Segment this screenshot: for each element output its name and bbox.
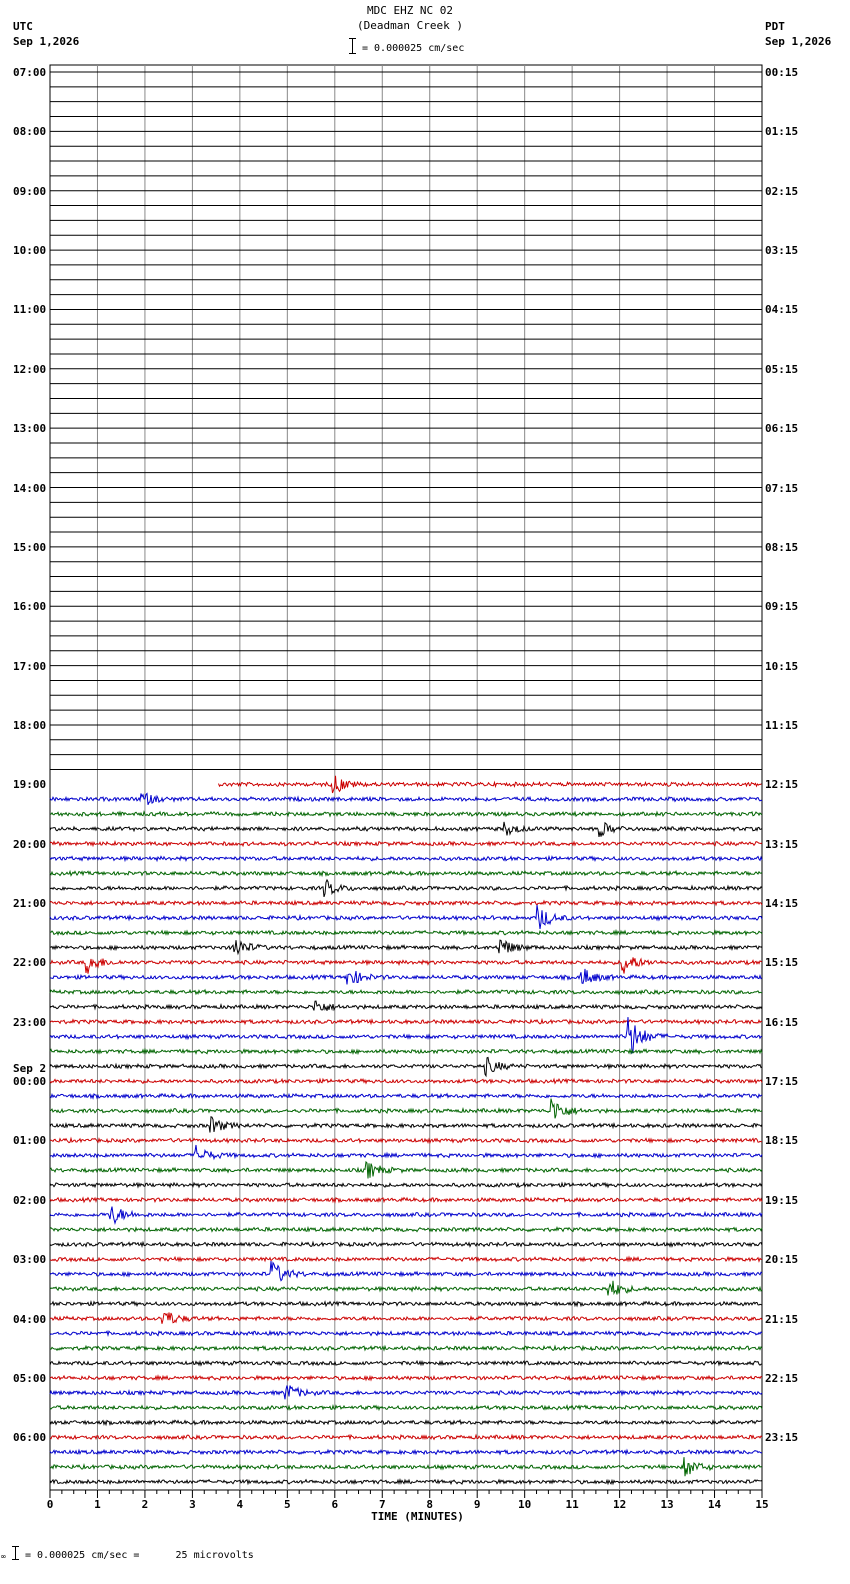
- x-tick-label: 12: [612, 1498, 627, 1511]
- trace-row: [50, 931, 762, 935]
- utc-hour-label: 12:00: [13, 362, 47, 376]
- pdt-hour-label: 20:15: [765, 1253, 799, 1267]
- trace-row: [50, 1420, 762, 1424]
- trace-row: [50, 957, 762, 973]
- trace-row: [50, 1207, 762, 1224]
- trace-row: [50, 969, 762, 985]
- trace-layer: [50, 72, 762, 1484]
- right-date: Sep 1,2026: [765, 35, 832, 48]
- trace-row: [50, 1049, 762, 1053]
- pdt-hour-label: 03:15: [765, 244, 799, 258]
- x-tick-label: 6: [331, 1498, 339, 1511]
- footer-scale-bar-icon: [15, 1546, 16, 1560]
- trace-row: [50, 842, 762, 846]
- x-axis-title: TIME (MINUTES): [371, 1510, 464, 1523]
- utc-hour-label: 07:00: [13, 66, 47, 79]
- pdt-hour-label: 05:15: [765, 362, 799, 376]
- x-tick-label: 9: [473, 1498, 481, 1511]
- trace-row: [50, 1094, 762, 1098]
- trace-row: [50, 905, 762, 929]
- day-change-label: Sep 2: [13, 1062, 47, 1075]
- utc-hour-label: 20:00: [13, 837, 47, 851]
- left-date: Sep 1,2026: [13, 35, 80, 48]
- x-tick-label: 5: [284, 1498, 291, 1511]
- pdt-hour-label: 13:15: [765, 837, 799, 851]
- pdt-hour-label: 02:15: [765, 184, 799, 198]
- utc-hour-label: 23:00: [13, 1015, 47, 1029]
- trace-row: [50, 1346, 762, 1350]
- trace-row: [50, 1386, 762, 1400]
- pdt-hour-label: 19:15: [765, 1193, 799, 1207]
- x-tick-label: 13: [660, 1498, 674, 1511]
- x-tick-label: 14: [707, 1498, 722, 1511]
- x-tick-label: 7: [378, 1498, 386, 1511]
- utc-hour-label: 22:00: [13, 956, 47, 970]
- pdt-hour-label: 01:15: [765, 125, 799, 139]
- trace-row: [50, 1376, 762, 1380]
- trace-row: [50, 1281, 762, 1296]
- utc-hour-label: 01:00: [13, 1134, 47, 1148]
- trace-row: [219, 776, 762, 793]
- pdt-hour-label: 16:15: [765, 1015, 799, 1029]
- utc-hour-label: 03:00: [13, 1253, 47, 1267]
- trace-row: [50, 1450, 762, 1454]
- trace-row: [50, 1138, 762, 1142]
- trace-row: [50, 990, 762, 994]
- pdt-hour-label: 22:15: [765, 1371, 799, 1385]
- pdt-hour-label: 21:15: [765, 1312, 799, 1326]
- trace-row: [50, 1361, 762, 1365]
- x-tick-label: 3: [189, 1498, 196, 1511]
- trace-row: [50, 1162, 762, 1179]
- pdt-hour-label: 09:15: [765, 600, 799, 614]
- left-timezone: UTC: [13, 20, 33, 33]
- trace-row: [50, 1313, 762, 1324]
- pdt-hour-label: 17:15: [765, 1075, 799, 1089]
- x-tick-label: 8: [426, 1498, 434, 1511]
- trace-row: [50, 1079, 762, 1083]
- trace-row: [50, 1099, 762, 1119]
- footer-scale-text: = 0.000025 cm/sec = 25 microvolts: [25, 1550, 254, 1561]
- trace-row: [50, 940, 762, 953]
- site-title: (Deadman Creek ): [357, 19, 463, 32]
- pdt-hour-label: 23:15: [765, 1431, 799, 1445]
- trace-row: [50, 1057, 762, 1075]
- pdt-hour-label: 15:15: [765, 956, 799, 970]
- utc-hour-label: 00:00: [13, 1075, 47, 1089]
- trace-row: [50, 1001, 762, 1011]
- pdt-hour-label: 11:15: [765, 718, 799, 732]
- utc-hour-label: 02:00: [13, 1193, 47, 1207]
- pdt-hour-label: 00:15: [765, 66, 799, 79]
- trace-row: [50, 1480, 762, 1484]
- utc-hour-label: 10:00: [13, 244, 47, 258]
- x-tick-label: 10: [518, 1498, 532, 1511]
- footer-marker: ∞: [1, 1552, 6, 1561]
- trace-row: [50, 1117, 762, 1133]
- x-tick-label: 11: [565, 1498, 579, 1511]
- scale-text: = 0.000025 cm/sec: [362, 43, 465, 54]
- pdt-hour-label: 06:15: [765, 422, 799, 436]
- utc-hour-label: 06:00: [13, 1431, 47, 1445]
- utc-hour-label: 09:00: [13, 184, 47, 198]
- trace-row: [50, 1020, 762, 1024]
- scale-bar-cap-bottom: [349, 53, 356, 54]
- right-timezone: PDT: [765, 20, 785, 33]
- utc-hour-label: 16:00: [13, 600, 47, 614]
- utc-hour-label: 17:00: [13, 659, 47, 673]
- trace-row: [50, 1242, 762, 1246]
- trace-row: [50, 871, 762, 875]
- trace-row: [50, 1457, 762, 1476]
- trace-row: [50, 1145, 762, 1159]
- trace-row: [50, 1435, 762, 1439]
- utc-hour-label: 11:00: [13, 303, 47, 317]
- station-title: MDC EHZ NC 02: [366, 4, 454, 17]
- pdt-hour-label: 14:15: [765, 897, 799, 911]
- utc-hour-label: 18:00: [13, 718, 47, 732]
- trace-row: [50, 880, 762, 897]
- trace-row: [50, 901, 762, 905]
- scale-bar-icon: [352, 38, 353, 54]
- pdt-hour-label: 04:15: [765, 303, 799, 317]
- x-tick-label: 4: [236, 1498, 244, 1511]
- pdt-hour-label: 12:15: [765, 778, 799, 792]
- trace-row: [50, 1228, 762, 1232]
- pdt-hour-label: 18:15: [765, 1134, 799, 1148]
- utc-hour-label: 04:00: [13, 1312, 47, 1326]
- utc-hour-label: 15:00: [13, 540, 47, 554]
- utc-hour-label: 14:00: [13, 481, 47, 495]
- utc-hour-label: 21:00: [13, 897, 47, 911]
- x-tick-label: 1: [94, 1498, 101, 1511]
- trace-row: [50, 1198, 762, 1202]
- scale-bar-cap-top: [349, 38, 356, 39]
- trace-row: [50, 1331, 762, 1335]
- trace-row: [50, 1406, 762, 1410]
- utc-hour-label: 08:00: [13, 125, 47, 139]
- footer-scale-cap-top: [12, 1546, 19, 1547]
- x-tick-label: 15: [755, 1498, 769, 1511]
- trace-row: [50, 857, 762, 861]
- utc-hour-label: 13:00: [13, 422, 47, 436]
- trace-row: [50, 1257, 762, 1261]
- trace-row: [50, 1183, 762, 1187]
- trace-row: [50, 1261, 762, 1281]
- utc-hour-label: 05:00: [13, 1371, 47, 1385]
- trace-row: [50, 822, 762, 837]
- time-axis: [47, 1490, 769, 1511]
- pdt-hour-label: 07:15: [765, 481, 799, 495]
- x-tick-label: 2: [141, 1498, 149, 1511]
- trace-row: [50, 1302, 762, 1306]
- trace-row: [50, 794, 762, 805]
- pdt-hour-label: 08:15: [765, 540, 799, 554]
- pdt-hour-label: 10:15: [765, 659, 799, 673]
- footer-scale-cap-bottom: [12, 1559, 19, 1560]
- x-tick-label: 0: [46, 1498, 54, 1511]
- trace-row: [50, 812, 762, 816]
- utc-hour-label: 19:00: [13, 778, 47, 792]
